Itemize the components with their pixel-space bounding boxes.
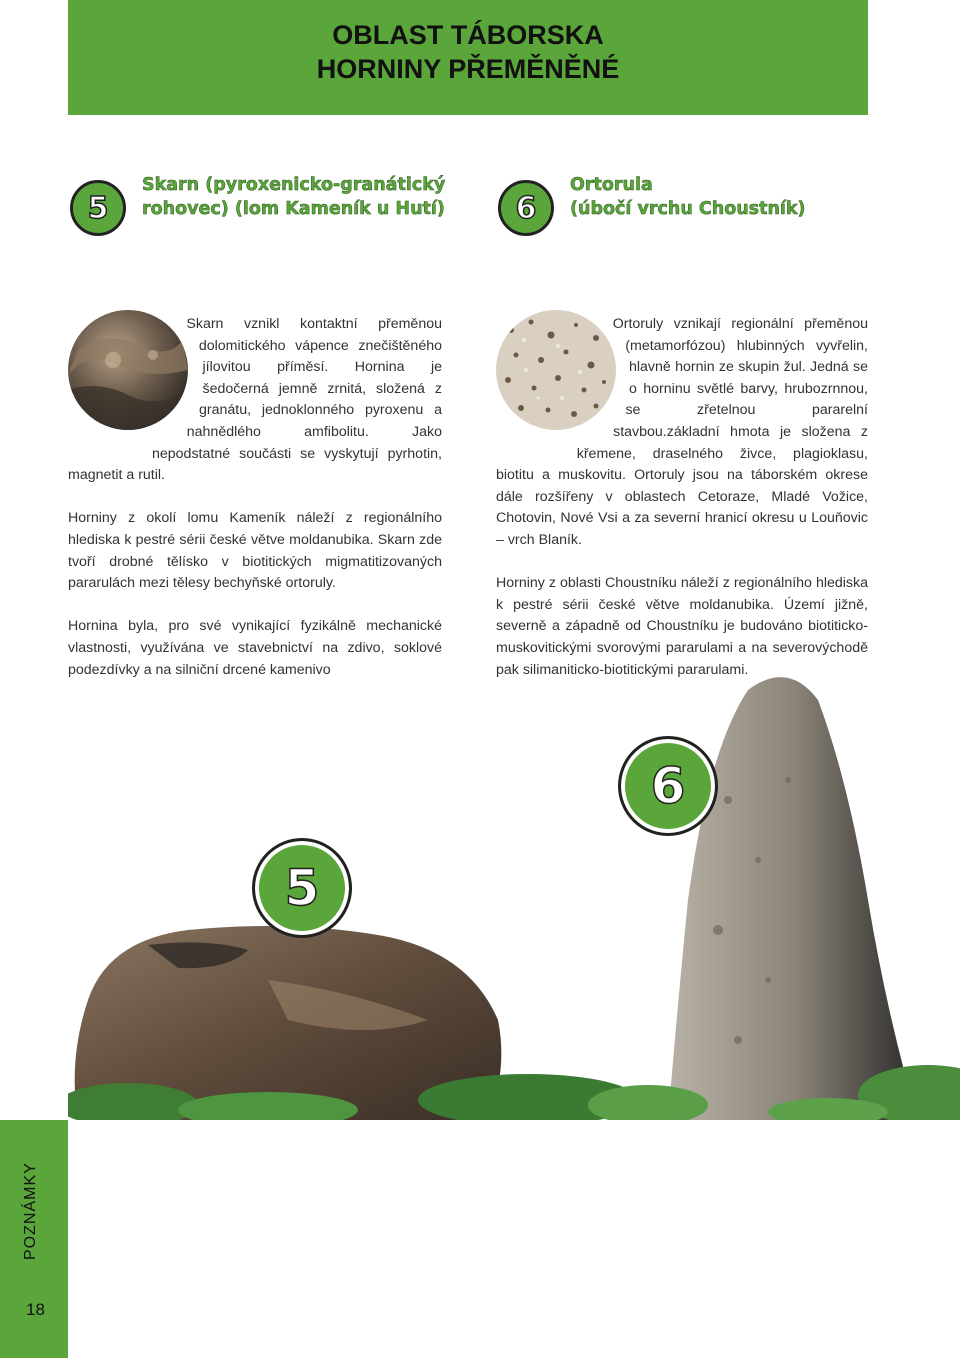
page-title-line1: OBLAST TÁBORSKA bbox=[332, 20, 604, 50]
thumbnail-float-spacer bbox=[68, 314, 204, 444]
section-6-title-line1: Ortorula bbox=[570, 175, 653, 195]
photo-badge-5-number: 5 bbox=[284, 859, 320, 917]
section-5-number: 5 bbox=[87, 190, 109, 226]
photo-badge-5 bbox=[252, 838, 352, 938]
page-title-line2: HORNINY PŘEMĚNĚNÉ bbox=[316, 54, 620, 84]
section-6-paragraph-1 bbox=[496, 314, 868, 552]
section-5-badge bbox=[70, 180, 126, 236]
section-6-paragraph-2: Horniny z oblasti Choustníku náleží z regionálního hlediska k pestré sérii české větve moldanubika. Území jižně, severně a západně od Choustníku je budováno biotiticko-muskovitickými svorovými pararulami a na severovýchodě pak silimaniticko-biotitickými pararulami. bbox=[496, 575, 868, 678]
section-5-title bbox=[142, 173, 445, 221]
section-6-badge bbox=[498, 180, 554, 236]
section-6-title bbox=[570, 173, 806, 221]
thumbnail-float-spacer bbox=[496, 314, 630, 444]
section-5-paragraph-1-text: Skarn vznikl kontaktní přeměnou dolomitického vápence znečištěného jílovitou příměsí. Hornina je šedočerná jemně zrnitá, složená z granátu, jednoklonného pyroxenu a nahnědlého amfibolitu. Jako nepodstatné součásti se vyskytují pyrhotin, magnetit a rutil. bbox=[68, 316, 442, 484]
section-5-paragraph-1 bbox=[68, 314, 442, 487]
ortorula-pillar-shape bbox=[668, 677, 918, 1120]
section-6-paragraph-1-text: Ortoruly vznikají regionální přeměnou (metamorfózou) hlubinných vyvřelin, hlavně hornin ze skupin žul. Jedná se o horninu světlé barvy, hrubozrnnou, se zřetelnou pararelní stavbou.základní hmota je složena z křemene, draselného živce, plagioklasu, biotitu a muskovitu. Ortoruly jsou na táborském okrese dále rozšířeny v oblastech Cetoraze, Mladé Vožice, Chotovin, Nové Vsi a za severní hranicí okresu u Louňovic – vrch Blaník. bbox=[496, 316, 868, 548]
photo-badge-6 bbox=[618, 736, 718, 836]
photo-badge-6-number: 6 bbox=[650, 757, 686, 815]
section-5-paragraph-3: Hornina byla, pro své vynikající fyzikálně mechanické vlastnosti, využívána ve stavebnictví na zdivo, soklové podezdívky a na silniční drcené kamenivo bbox=[68, 618, 442, 678]
section-5-title-line1: Skarn (pyroxenicko-granátický bbox=[142, 175, 446, 195]
page-number: 18 bbox=[26, 1300, 45, 1319]
notes-label: POZNÁMKY bbox=[22, 1162, 39, 1260]
section-6-number: 6 bbox=[515, 190, 537, 226]
section-5-paragraph-2: Horniny z okolí lomu Kameník náleží z regionálního hlediska k pestré sérii české větve moldanubika. Skarn zde tvoří drobné tělísko v biotitických migmatitizovaných pararulách mezi tělesy bechyňské ortoruly. bbox=[68, 510, 442, 592]
section-5-title-line2: rohovec) (lom Kameník u Hutí) bbox=[142, 199, 445, 219]
rocks-photo bbox=[68, 600, 960, 1120]
page-header bbox=[68, 0, 868, 115]
section-6-title-line2: (úbočí vrchu Choustník) bbox=[570, 199, 806, 219]
